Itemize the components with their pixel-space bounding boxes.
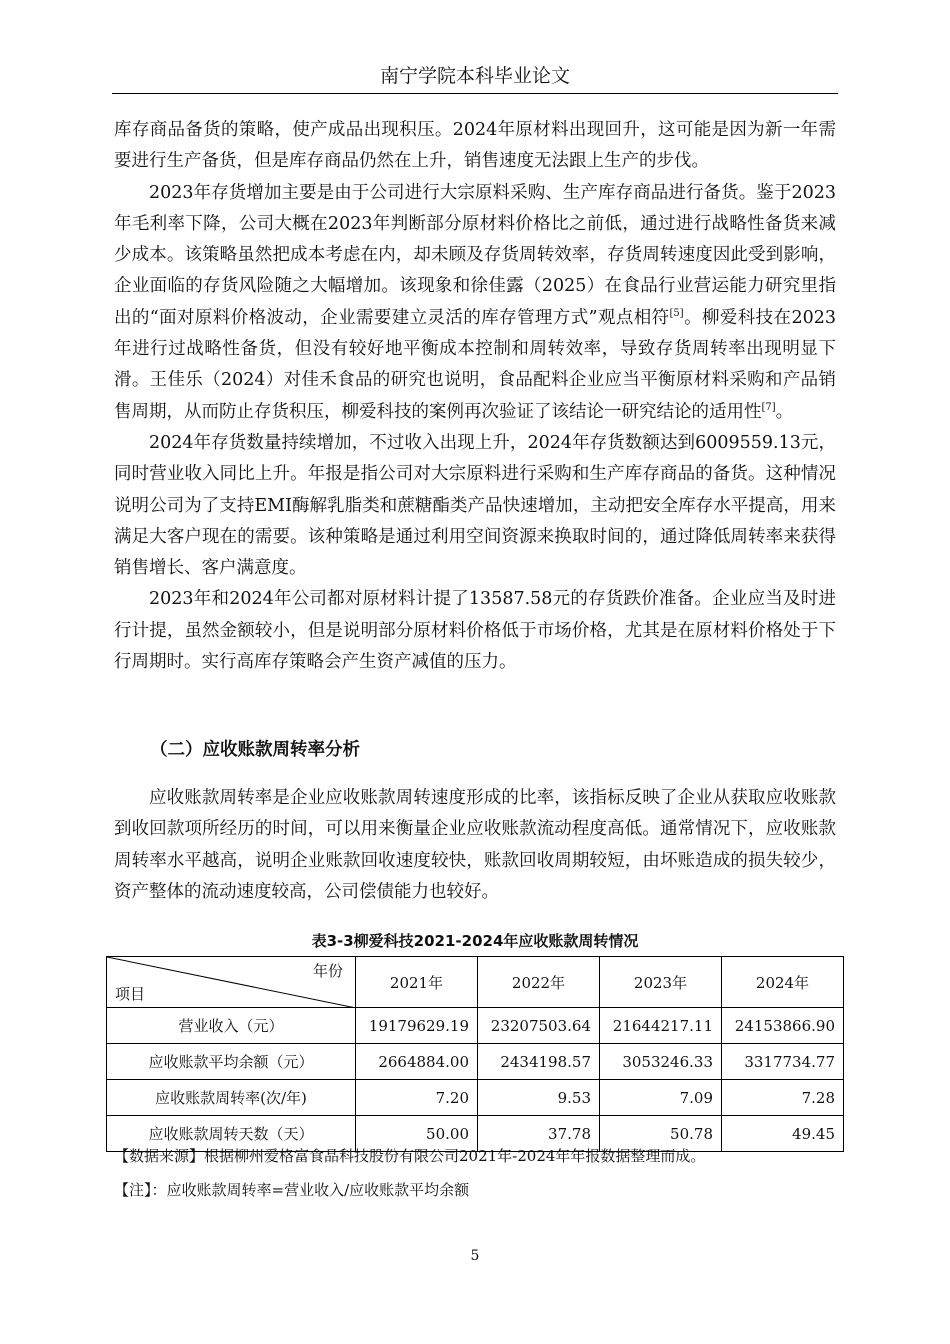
paragraph-receivables-definition: 应收账款周转率是企业应收账款周转速度形成的比率，该指标反映了企业从获取应收账款到收回款项所经历的时间，可以用来衡量企业应收账款流动程度高低。通常情况下，应收账款周转率水平越高，说明企业账款回收速度较快，账款回收周期较短，由坏账造成的损失较少，资产整体的流动速度较高，公司偿债能力也较好。: [114, 788, 836, 902]
paragraph-inventory-2023: [114, 178, 836, 428]
paragraph-inventory-continued: 库存商品备货的策略，使产成品出现积压。2024年原材料出现回升，这可能是因为新一年需要进行生产备货，但是库存商品仍然在上升，销售速度无法跟上生产的步伐。: [114, 120, 836, 172]
section-heading-receivables: （二）应收账款周转率分析: [150, 740, 360, 760]
table-cell: 21644217.11: [600, 1008, 722, 1044]
header-divider: [112, 93, 838, 94]
row-label: 应收账款平均余额（元）: [107, 1044, 356, 1080]
table-row: [107, 1044, 844, 1080]
table-cell: 7.28: [722, 1080, 844, 1116]
table-corner-cell: [107, 957, 356, 1008]
row-label: 应收账款周转天数（天）: [107, 1116, 356, 1152]
table-cell: 3317734.77: [722, 1044, 844, 1080]
receivables-turnover-table: [106, 956, 844, 1152]
table-cell: 3053246.33: [600, 1044, 722, 1080]
table-cell: 2434198.57: [478, 1044, 600, 1080]
table-cell: 49.45: [722, 1116, 844, 1152]
table-row: [107, 1008, 844, 1044]
row-label: 应收账款周转率(次/年): [107, 1080, 356, 1116]
table-cell: 50.00: [356, 1116, 478, 1152]
table-cell: 9.53: [478, 1080, 600, 1116]
table-cell: 24153866.90: [722, 1008, 844, 1044]
data-source-note: 【数据来源】根据柳州爱格富食品科技股份有限公司2021年-2024年年报数据整理而成。: [114, 1147, 706, 1165]
year-header: 2021年: [356, 957, 478, 1008]
body-text-receivables: [114, 783, 836, 908]
running-header: 南宁学院本科毕业论文: [379, 65, 570, 87]
table-cell: 2664884.00: [356, 1044, 478, 1080]
citation-7: [7]: [761, 401, 776, 413]
table-row: [107, 1080, 844, 1116]
table-header-row: [107, 957, 844, 1008]
corner-label-item: 项目: [115, 985, 146, 1003]
table-cell: 37.78: [478, 1116, 600, 1152]
page-number: 5: [470, 1248, 480, 1264]
paragraph-inventory-2023-end: 。: [775, 401, 794, 422]
year-header: 2024年: [722, 957, 844, 1008]
paragraph-inventory-2023-part1: 2023年存货增加主要是由于公司进行大宗原料采购、生产库存商品进行备货。鉴于2023年毛利率下降，公司大概在2023年判断部分原材料价格比之前低，通过进行战略性备货来减少成本。该策略虽然把成本考虑在内，却未顾及存货周转效率，存货周转速度因此受到影响，企业面临的存货风险随之大幅增加。该现象和徐佳露（2025）在食品行业营运能力研究里指出的“面对原料价格波动，企业需要建立灵活的库存管理方式”观点相符: [114, 182, 836, 328]
paragraph-inventory-2024: 2024年存货数量持续增加，不过收入出现上升，2024年存货数额达到6009559.13元，同时营业收入同比上升。年报是指公司对大宗原料进行采购和生产库存商品的备货。这种情况说明公司为了支持EMI酶解乳脂类和蔗糖酯类产品快速增加，主动把安全库存水平提高，用来满足大客户现在的需要。该种策略是通过利用空间资源来换取时间的，通过降低周转率来获得销售增长、客户满意度。: [114, 432, 836, 579]
table-cell: 50.78: [600, 1116, 722, 1152]
paragraph-inventory-2023-part2: 。柳爱科技在2023年进行过战略性备货，但没有较好地平衡成本控制和周转效率，导致存货周转率出现明显下滑。王佳乐（2024）对佳禾食品的研究也说明，食品配料企业应当平衡原材料采购和产品销售周期，从而防止存货积压，柳爱科技的案例再次验证了该结论一研究结论的适用性: [114, 307, 836, 422]
table-cell: 7.20: [356, 1080, 478, 1116]
corner-label-year: 年份: [312, 962, 343, 980]
table-cell: 7.09: [600, 1080, 722, 1116]
body-text-upper: [114, 115, 836, 678]
year-header: 2022年: [478, 957, 600, 1008]
table-cell: 23207503.64: [478, 1008, 600, 1044]
row-label: 营业收入（元）: [107, 1008, 356, 1044]
year-header: 2023年: [600, 957, 722, 1008]
paragraph-impairment: 2023年和2024年公司都对原材料计提了13587.58元的存货跌价准备。企业应当及时进行计提，虽然金额较小，但是说明部分原材料价格低于市场价格，尤其是在原材料价格处于下行周期时。实行高库存策略会产生资产减值的压力。: [114, 589, 836, 673]
citation-5: [5]: [669, 307, 684, 319]
table-cell: 19179629.19: [356, 1008, 478, 1044]
formula-note: 【注】：应收账款周转率=营业收入/应收账款平均余额: [114, 1181, 470, 1199]
table-caption: 表3-3柳爱科技2021-2024年应收账款周转情况: [311, 932, 639, 950]
